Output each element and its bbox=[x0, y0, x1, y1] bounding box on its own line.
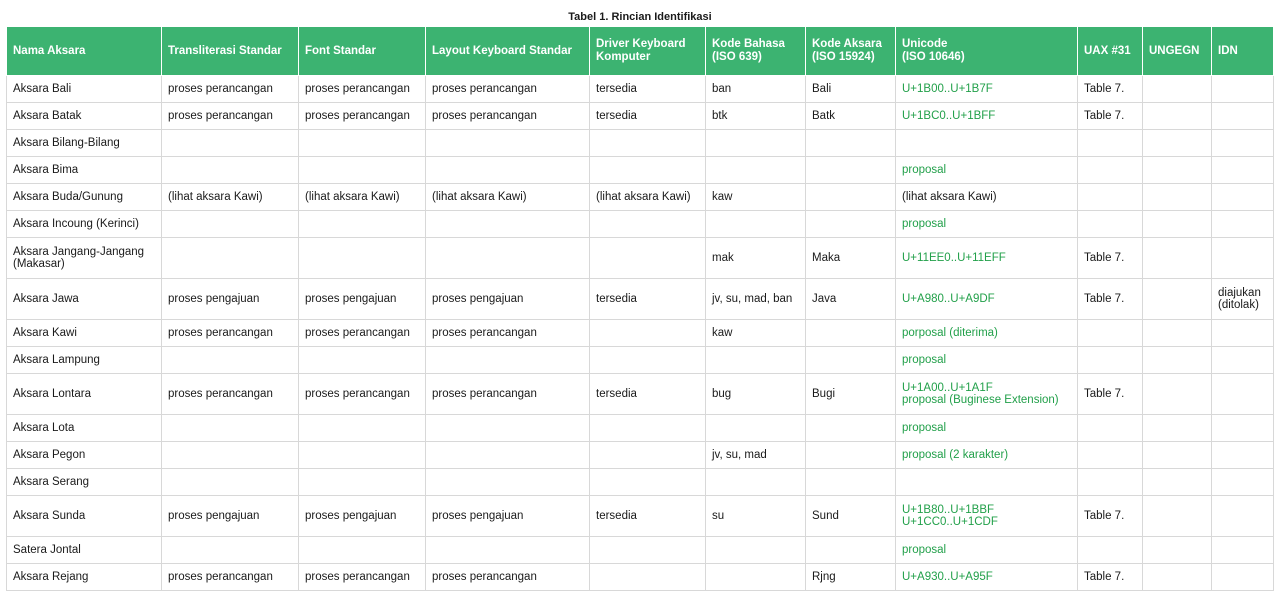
col-uax31-cell bbox=[1078, 469, 1143, 496]
col-nama-aksara-cell: Aksara Pegon bbox=[7, 442, 162, 469]
col-driver-keyboard-cell bbox=[590, 157, 706, 184]
col-ungegn-cell bbox=[1143, 374, 1212, 415]
table-body bbox=[7, 76, 1274, 591]
col-nama-aksara-cell: Aksara Batak bbox=[7, 103, 162, 130]
col-layout-keyboard-cell bbox=[426, 415, 590, 442]
col-unicode-cell: proposal bbox=[896, 347, 1078, 374]
col-ungegn-cell bbox=[1143, 184, 1212, 211]
col-transliterasi-cell bbox=[162, 442, 299, 469]
col-driver-keyboard-cell: tersedia bbox=[590, 374, 706, 415]
col-unicode-cell: porposal (diterima) bbox=[896, 320, 1078, 347]
col-nama-aksara-cell: Aksara Rejang bbox=[7, 564, 162, 591]
col-kode-bahasa-cell bbox=[706, 347, 806, 374]
cell-line: U+1B80..U+1BBF bbox=[902, 504, 995, 516]
col-idn-cell bbox=[1212, 374, 1274, 415]
col-nama-aksara-cell: Aksara Lampung bbox=[7, 347, 162, 374]
col-kode-bahasa-cell bbox=[706, 564, 806, 591]
col-unicode-cell: (lihat aksara Kawi) bbox=[896, 184, 1078, 211]
col-transliterasi-cell bbox=[162, 211, 299, 238]
cell-line: diajukan bbox=[1218, 287, 1261, 299]
col-kode-aksara-cell bbox=[806, 415, 896, 442]
col-unicode-cell: proposal bbox=[896, 415, 1078, 442]
col-uax31-cell bbox=[1078, 415, 1143, 442]
col-kode-aksara-cell: Maka bbox=[806, 238, 896, 279]
col-driver-keyboard-cell: tersedia bbox=[590, 496, 706, 537]
col-unicode-cell: U+A930..U+A95F bbox=[896, 564, 1078, 591]
col-kode-bahasa-cell bbox=[706, 130, 806, 157]
col-idn-cell bbox=[1212, 442, 1274, 469]
col-layout-keyboard-cell bbox=[426, 211, 590, 238]
col-driver-keyboard-cell bbox=[590, 537, 706, 564]
col-transliterasi-cell: proses perancangan bbox=[162, 76, 299, 103]
col-kode-bahasa-cell bbox=[706, 211, 806, 238]
col-unicode-cell: U+11EE0..U+11EFF bbox=[896, 238, 1078, 279]
col-nama-aksara-cell: Aksara Lontara bbox=[7, 374, 162, 415]
col-unicode-cell: proposal bbox=[896, 537, 1078, 564]
col-idn-cell bbox=[1212, 564, 1274, 591]
col-kode-bahasa-cell: bug bbox=[706, 374, 806, 415]
col-nama-aksara-cell bbox=[7, 238, 162, 279]
col-driver-keyboard-cell: (lihat aksara Kawi) bbox=[590, 184, 706, 211]
col-layout-keyboard-cell bbox=[426, 469, 590, 496]
col-ungegn-cell bbox=[1143, 537, 1212, 564]
col-unicode-cell bbox=[896, 374, 1078, 415]
col-uax31-cell bbox=[1078, 347, 1143, 374]
col-ungegn-cell bbox=[1143, 320, 1212, 347]
col-nama-aksara-cell: Aksara Lota bbox=[7, 415, 162, 442]
col-kode-bahasa-cell: mak bbox=[706, 238, 806, 279]
cell-line: Driver Keyboard bbox=[596, 38, 686, 50]
col-layout-keyboard-header: Layout Keyboard Standar bbox=[426, 27, 590, 76]
col-unicode-cell: proposal (2 karakter) bbox=[896, 442, 1078, 469]
col-kode-aksara-cell bbox=[806, 184, 896, 211]
col-font-cell: proses pengajuan bbox=[299, 279, 426, 320]
col-font-cell bbox=[299, 238, 426, 279]
col-nama-aksara-cell: Aksara Incoung (Kerinci) bbox=[7, 211, 162, 238]
col-transliterasi-cell: (lihat aksara Kawi) bbox=[162, 184, 299, 211]
col-layout-keyboard-cell bbox=[426, 238, 590, 279]
cell-line: proposal (Buginese Extension) bbox=[902, 394, 1059, 406]
col-nama-aksara-cell: Aksara Bima bbox=[7, 157, 162, 184]
col-idn-cell bbox=[1212, 347, 1274, 374]
col-uax31-cell bbox=[1078, 537, 1143, 564]
table-row bbox=[7, 347, 1274, 374]
identification-table bbox=[6, 26, 1274, 591]
col-layout-keyboard-cell bbox=[426, 537, 590, 564]
col-kode-bahasa-cell bbox=[706, 469, 806, 496]
col-font-cell: proses perancangan bbox=[299, 374, 426, 415]
col-driver-keyboard-cell: tersedia bbox=[590, 279, 706, 320]
col-ungegn-cell bbox=[1143, 130, 1212, 157]
col-transliterasi-cell: proses perancangan bbox=[162, 564, 299, 591]
col-idn-cell bbox=[1212, 320, 1274, 347]
col-nama-aksara-cell: Aksara Bali bbox=[7, 76, 162, 103]
col-ungegn-cell bbox=[1143, 157, 1212, 184]
col-transliterasi-cell: proses pengajuan bbox=[162, 496, 299, 537]
col-kode-bahasa-cell bbox=[706, 537, 806, 564]
col-idn-cell bbox=[1212, 415, 1274, 442]
col-font-cell: proses perancangan bbox=[299, 320, 426, 347]
table-row bbox=[7, 130, 1274, 157]
col-kode-bahasa-cell bbox=[706, 415, 806, 442]
col-font-cell: proses perancangan bbox=[299, 564, 426, 591]
col-driver-keyboard-cell bbox=[590, 347, 706, 374]
col-uax31-cell: Table 7. bbox=[1078, 374, 1143, 415]
table-row bbox=[7, 564, 1274, 591]
col-uax31-cell bbox=[1078, 320, 1143, 347]
col-layout-keyboard-cell: proses perancangan bbox=[426, 564, 590, 591]
col-ungegn-cell bbox=[1143, 564, 1212, 591]
col-kode-aksara-cell: Batk bbox=[806, 103, 896, 130]
col-ungegn-cell bbox=[1143, 103, 1212, 130]
col-nama-aksara-cell: Aksara Sunda bbox=[7, 496, 162, 537]
col-transliterasi-cell bbox=[162, 537, 299, 564]
col-unicode-cell: U+1BC0..U+1BFF bbox=[896, 103, 1078, 130]
col-font-cell: proses pengajuan bbox=[299, 496, 426, 537]
col-nama-aksara-cell: Aksara Buda/Gunung bbox=[7, 184, 162, 211]
cell-line: Aksara Jangang-Jangang bbox=[13, 246, 145, 258]
col-font-header: Font Standar bbox=[299, 27, 426, 76]
col-transliterasi-cell bbox=[162, 415, 299, 442]
col-transliterasi-cell bbox=[162, 347, 299, 374]
col-uax31-cell bbox=[1078, 442, 1143, 469]
col-unicode-cell: U+1B00..U+1B7F bbox=[896, 76, 1078, 103]
table-row bbox=[7, 496, 1274, 537]
col-unicode-cell: proposal bbox=[896, 157, 1078, 184]
col-driver-keyboard-cell bbox=[590, 564, 706, 591]
col-font-cell bbox=[299, 415, 426, 442]
col-driver-keyboard-cell bbox=[590, 320, 706, 347]
col-nama-aksara-cell: Aksara Bilang-Bilang bbox=[7, 130, 162, 157]
col-font-cell bbox=[299, 130, 426, 157]
col-driver-keyboard-cell bbox=[590, 442, 706, 469]
col-driver-keyboard-cell bbox=[590, 211, 706, 238]
col-transliterasi-cell: proses perancangan bbox=[162, 374, 299, 415]
col-uax31-cell: Table 7. bbox=[1078, 103, 1143, 130]
col-transliterasi-cell: proses perancangan bbox=[162, 103, 299, 130]
col-font-cell bbox=[299, 157, 426, 184]
col-nama-aksara-cell: Aksara Kawi bbox=[7, 320, 162, 347]
col-ungegn-cell bbox=[1143, 469, 1212, 496]
table-row bbox=[7, 469, 1274, 496]
col-kode-bahasa-cell: su bbox=[706, 496, 806, 537]
col-uax31-header: UAX #31 bbox=[1078, 27, 1143, 76]
col-uax31-cell bbox=[1078, 211, 1143, 238]
col-transliterasi-header: Transliterasi Standar bbox=[162, 27, 299, 76]
col-transliterasi-cell bbox=[162, 130, 299, 157]
table-row bbox=[7, 76, 1274, 103]
cell-line: U+1A00..U+1A1F bbox=[902, 382, 993, 394]
col-nama-aksara-cell: Satera Jontal bbox=[7, 537, 162, 564]
cell-line: (ISO 10646) bbox=[902, 51, 965, 63]
col-kode-bahasa-cell: btk bbox=[706, 103, 806, 130]
table-row bbox=[7, 320, 1274, 347]
col-kode-aksara-cell bbox=[806, 320, 896, 347]
col-idn-cell bbox=[1212, 76, 1274, 103]
table-row bbox=[7, 537, 1274, 564]
col-idn-cell bbox=[1212, 496, 1274, 537]
col-kode-bahasa-cell: jv, su, mad, ban bbox=[706, 279, 806, 320]
col-idn-cell bbox=[1212, 184, 1274, 211]
col-idn-cell bbox=[1212, 238, 1274, 279]
col-idn-cell bbox=[1212, 157, 1274, 184]
col-driver-keyboard-cell bbox=[590, 130, 706, 157]
col-driver-keyboard-header bbox=[590, 27, 706, 76]
col-layout-keyboard-cell: proses perancangan bbox=[426, 320, 590, 347]
table-row bbox=[7, 238, 1274, 279]
col-kode-aksara-cell bbox=[806, 130, 896, 157]
cell-line: U+1CC0..U+1CDF bbox=[902, 516, 998, 528]
col-driver-keyboard-cell bbox=[590, 238, 706, 279]
col-unicode-cell bbox=[896, 469, 1078, 496]
cell-line: Kode Aksara bbox=[812, 38, 882, 50]
col-layout-keyboard-cell: proses perancangan bbox=[426, 76, 590, 103]
col-transliterasi-cell: proses perancangan bbox=[162, 320, 299, 347]
col-ungegn-cell bbox=[1143, 347, 1212, 374]
col-font-cell: proses perancangan bbox=[299, 76, 426, 103]
col-ungegn-header: UNGEGN bbox=[1143, 27, 1212, 76]
col-unicode-cell bbox=[896, 130, 1078, 157]
col-transliterasi-cell bbox=[162, 469, 299, 496]
col-kode-aksara-cell: Java bbox=[806, 279, 896, 320]
col-nama-aksara-cell: Aksara Jawa bbox=[7, 279, 162, 320]
table-row bbox=[7, 442, 1274, 469]
col-kode-aksara-cell bbox=[806, 347, 896, 374]
col-kode-aksara-cell: Rjng bbox=[806, 564, 896, 591]
col-layout-keyboard-cell bbox=[426, 157, 590, 184]
col-uax31-cell bbox=[1078, 130, 1143, 157]
col-font-cell bbox=[299, 442, 426, 469]
table-caption: Tabel 1. Rincian Identifikasi bbox=[568, 11, 712, 23]
col-driver-keyboard-cell bbox=[590, 469, 706, 496]
col-uax31-cell: Table 7. bbox=[1078, 564, 1143, 591]
col-layout-keyboard-cell: (lihat aksara Kawi) bbox=[426, 184, 590, 211]
col-uax31-cell bbox=[1078, 157, 1143, 184]
table-row bbox=[7, 184, 1274, 211]
col-kode-bahasa-cell: kaw bbox=[706, 184, 806, 211]
col-kode-aksara-header bbox=[806, 27, 896, 76]
col-kode-aksara-cell: Bugi bbox=[806, 374, 896, 415]
cell-line: Unicode bbox=[902, 38, 948, 50]
col-layout-keyboard-cell: proses perancangan bbox=[426, 374, 590, 415]
col-unicode-cell: U+A980..U+A9DF bbox=[896, 279, 1078, 320]
col-driver-keyboard-cell: tersedia bbox=[590, 76, 706, 103]
col-layout-keyboard-cell: proses pengajuan bbox=[426, 496, 590, 537]
col-driver-keyboard-cell bbox=[590, 415, 706, 442]
col-transliterasi-cell bbox=[162, 157, 299, 184]
col-transliterasi-cell: proses pengajuan bbox=[162, 279, 299, 320]
col-kode-aksara-cell bbox=[806, 211, 896, 238]
col-uax31-cell bbox=[1078, 184, 1143, 211]
cell-line: (ISO 15924) bbox=[812, 51, 875, 63]
cell-line: (ISO 639) bbox=[712, 51, 762, 63]
col-idn-cell bbox=[1212, 279, 1274, 320]
col-idn-cell bbox=[1212, 469, 1274, 496]
col-kode-aksara-cell: Bali bbox=[806, 76, 896, 103]
col-uax31-cell: Table 7. bbox=[1078, 496, 1143, 537]
col-ungegn-cell bbox=[1143, 211, 1212, 238]
col-idn-cell bbox=[1212, 130, 1274, 157]
col-ungegn-cell bbox=[1143, 238, 1212, 279]
col-layout-keyboard-cell: proses perancangan bbox=[426, 103, 590, 130]
col-unicode-cell bbox=[896, 496, 1078, 537]
col-ungegn-cell bbox=[1143, 442, 1212, 469]
col-transliterasi-cell bbox=[162, 238, 299, 279]
col-idn-header: IDN bbox=[1212, 27, 1274, 76]
col-kode-aksara-cell: Sund bbox=[806, 496, 896, 537]
col-idn-cell bbox=[1212, 103, 1274, 130]
col-layout-keyboard-cell bbox=[426, 347, 590, 374]
col-uax31-cell: Table 7. bbox=[1078, 238, 1143, 279]
col-layout-keyboard-cell bbox=[426, 130, 590, 157]
cell-line: (Makasar) bbox=[13, 258, 65, 270]
col-unicode-header bbox=[896, 27, 1078, 76]
col-nama-aksara-cell: Aksara Serang bbox=[7, 469, 162, 496]
col-kode-bahasa-cell: kaw bbox=[706, 320, 806, 347]
col-ungegn-cell bbox=[1143, 415, 1212, 442]
col-font-cell: (lihat aksara Kawi) bbox=[299, 184, 426, 211]
col-driver-keyboard-cell: tersedia bbox=[590, 103, 706, 130]
table-row bbox=[7, 157, 1274, 184]
col-font-cell: proses perancangan bbox=[299, 103, 426, 130]
col-ungegn-cell bbox=[1143, 279, 1212, 320]
col-kode-bahasa-cell: ban bbox=[706, 76, 806, 103]
col-layout-keyboard-cell bbox=[426, 442, 590, 469]
col-layout-keyboard-cell: proses pengajuan bbox=[426, 279, 590, 320]
col-font-cell bbox=[299, 537, 426, 564]
col-uax31-cell: Table 7. bbox=[1078, 279, 1143, 320]
table-row bbox=[7, 103, 1274, 130]
table-row bbox=[7, 211, 1274, 238]
col-idn-cell bbox=[1212, 211, 1274, 238]
col-kode-bahasa-cell: jv, su, mad bbox=[706, 442, 806, 469]
cell-line: Kode Bahasa bbox=[712, 38, 785, 50]
col-font-cell bbox=[299, 469, 426, 496]
table-row bbox=[7, 374, 1274, 415]
col-uax31-cell: Table 7. bbox=[1078, 76, 1143, 103]
col-font-cell bbox=[299, 211, 426, 238]
col-kode-bahasa-header bbox=[706, 27, 806, 76]
col-font-cell bbox=[299, 347, 426, 374]
cell-line: Komputer bbox=[596, 51, 651, 63]
col-kode-bahasa-cell bbox=[706, 157, 806, 184]
col-kode-aksara-cell bbox=[806, 157, 896, 184]
table-header-row bbox=[7, 27, 1274, 76]
col-unicode-cell: proposal bbox=[896, 211, 1078, 238]
table-row bbox=[7, 279, 1274, 320]
cell-line: (ditolak) bbox=[1218, 299, 1259, 311]
col-kode-aksara-cell bbox=[806, 442, 896, 469]
col-ungegn-cell bbox=[1143, 496, 1212, 537]
col-idn-cell bbox=[1212, 537, 1274, 564]
col-nama-aksara-header: Nama Aksara bbox=[7, 27, 162, 76]
col-ungegn-cell bbox=[1143, 76, 1212, 103]
table-row bbox=[7, 415, 1274, 442]
col-kode-aksara-cell bbox=[806, 469, 896, 496]
col-kode-aksara-cell bbox=[806, 537, 896, 564]
